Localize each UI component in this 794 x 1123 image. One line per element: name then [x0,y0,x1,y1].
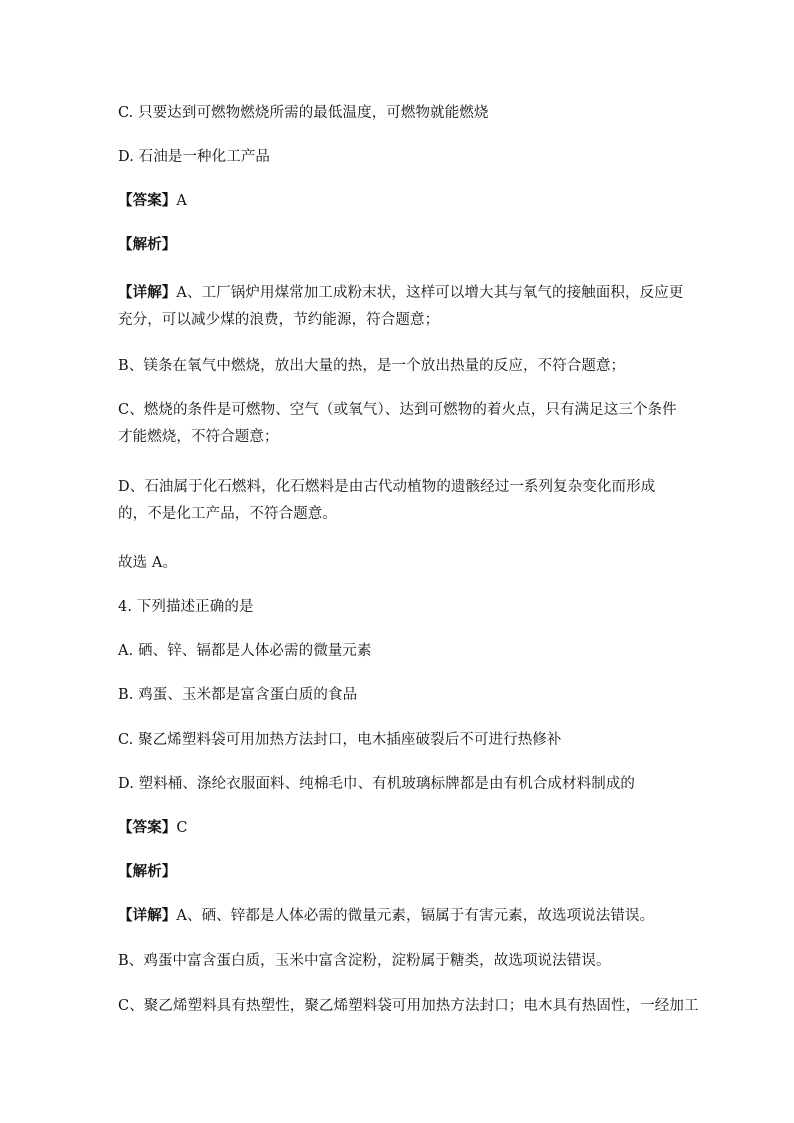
q3-option-c: C. 只要达到可燃物燃烧所需的最低温度，可燃物就能燃烧 [118,105,489,121]
q4-option-d: D. 塑料桶、涤纶衣服面料、纯棉毛巾、有机玻璃标牌都是由有机合成材料制成的 [118,776,636,792]
q3-answer-label: 【答案】 [118,192,177,209]
q4-detail-a [118,906,684,926]
q4-answer [118,818,684,838]
q4-detail-a-text: A、硒、锌都是人体必需的微量元素，镉属于有害元素，故选项说法错误。 [176,908,655,924]
q4-answer-label: 【答案】 [118,819,177,836]
q4-detail-label: 【详解】 [118,907,177,924]
q3-detail-a-text: A、工厂锅炉用煤常加工成粉末状，这样可以增大其与氧气的接触面积，反应更充分，可以减少煤的浪费，节约能源，符合题意； [118,285,684,328]
q4-analysis-heading: 【解析】 [118,863,177,880]
q3-detail-c: C、燃烧的条件是可燃物、空气（或氧气）、达到可燃物的着火点，只有满足这三个条件才能燃烧，不符合题意； [118,402,677,445]
q4-detail-b: B、鸡蛋中富含蛋白质，玉米中富含淀粉，淀粉属于糖类，故选项说法错误。 [118,953,611,969]
q4-option-c: C. 聚乙烯塑料袋可用加热方法封口，电木插座破裂后不可进行热修补 [118,732,562,748]
q4-option-b: B. 鸡蛋、玉米都是富含蛋白质的食品 [118,687,358,703]
q3-conclusion: 故选 A。 [118,555,178,571]
q3-detail-a [118,279,684,334]
q4-detail-c: C、聚乙烯塑料具有热塑性，聚乙烯塑料袋可用加热方法封口；电木具有热固性，一经加工 [118,998,699,1014]
q4-option-a: A. 硒、锌、镉都是人体必需的微量元素 [118,643,372,659]
q4-answer-value: C [176,820,188,836]
q3-answer [118,191,684,211]
q3-detail-b: B、镁条在氧气中燃烧，放出大量的热，是一个放出热量的反应，不符合题意； [118,358,626,374]
q3-detail-label: 【详解】 [118,284,177,301]
q4-question: 4. 下列描述正确的是 [118,599,254,615]
q3-analysis-heading: 【解析】 [118,236,177,253]
q3-option-d: D. 石油是一种化工产品 [118,149,271,165]
q3-detail-d: D、石油属于化石燃料，化石燃料是由古代动植物的遗骸经过一系列复杂变化而形成的，不是化工产品，不符合题意。 [118,479,656,522]
q3-answer-value: A [176,193,187,209]
